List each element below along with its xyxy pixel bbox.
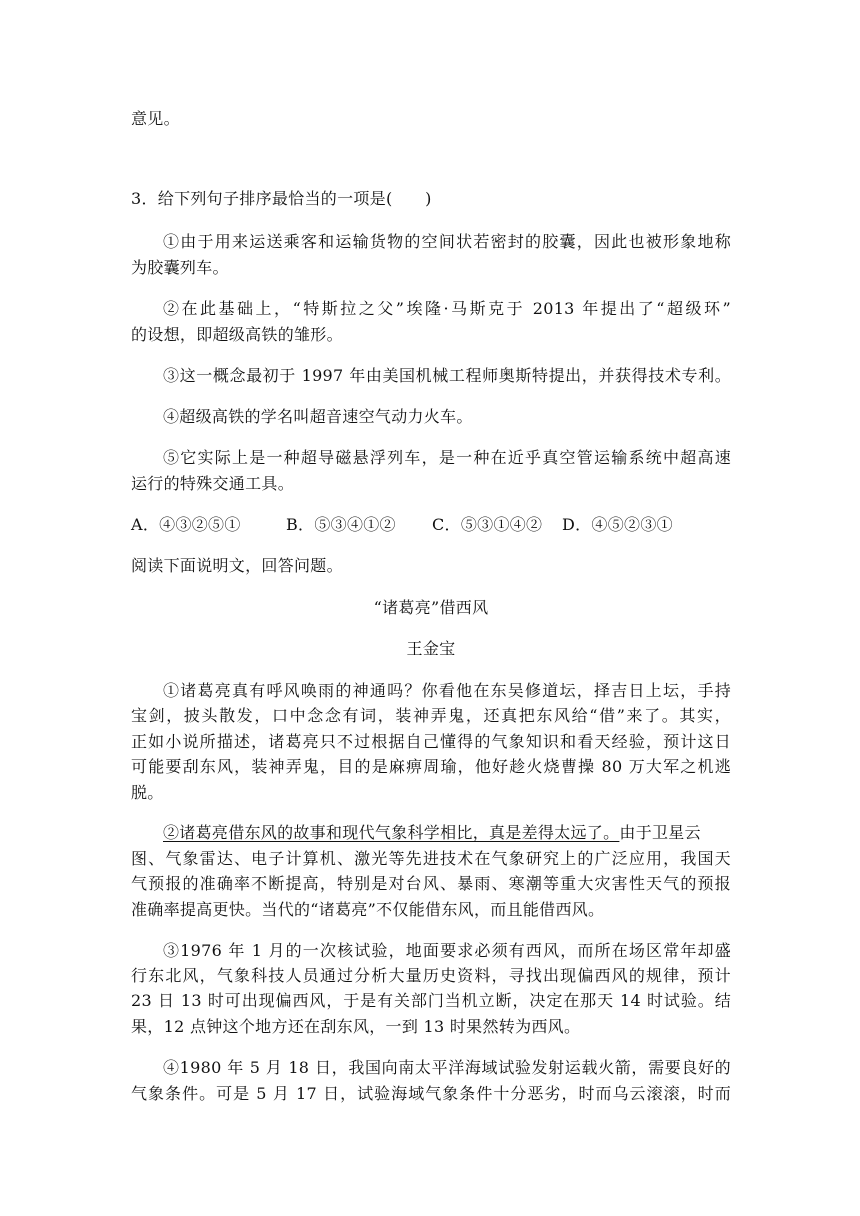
reading-instruction: 阅读下面说明文，回答问题。 [131,556,343,575]
underlined-sentence: ②诸葛亮借东风的故事和现代气象科学相比，真是差得太远了。 [163,823,620,842]
paragraph-2-line-3: 气预报的准确率不断提高，特别是对台风、暴雨、寒潮等重大灾害性天气的预报 [131,874,731,893]
paragraph-3-line-4: 果，12 点钟这个地方还在刮东风，一到 13 时果然转为西风。 [131,1017,581,1036]
paragraph-4-line-1: ④1980 年 5 月 18 日，我国向南太平洋海域试验发射运载火箭，需要良好的 [163,1058,731,1077]
article-title: “诸葛亮”借西风 [373,598,489,617]
option-d: D．④⑤②③① [562,515,673,534]
answer-options [131,514,731,536]
paragraph-3-line-3: 23 日 13 时可出现偏西风，于是有关部门当机立断，决定在那天 14 时试验。结 [131,991,731,1010]
sentence-5-line-2: 运行的特殊交通工具。 [131,474,295,493]
sentence-2-line-2: 的设想，即超级高铁的雏形。 [131,325,343,344]
option-b: B．⑤③④①② [286,515,396,534]
sentence-3: ③这一概念最初于 1997 年由美国机械工程师奥斯特提出，并获得技术专利。 [163,366,731,385]
sentence-1-line-1: ①由于用来运送乘客和运输货物的空间状若密封的胶囊，因此也被形象地称 [163,232,731,251]
sentence-2-line-1: ②在此基础上，“特斯拉之父”埃隆·马斯克于 2013 年提出了“超级环” [163,299,731,318]
paragraph-2-line-1-rest: 由于卫星云 [619,823,701,842]
paragraph-1-line-4: 可能要刮东风，装神弄鬼，目的是麻痹周瑜，他好趁火烧曹操 80 万大军之机逃 [131,757,731,776]
previous-paragraph-tail: 意见。 [131,109,180,128]
paragraph-3-line-1: ③1976 年 1 月的一次核试验，地面要求必须有西风，而所在场区常年却盛 [163,941,731,960]
sentence-5-line-1: ⑤它实际上是一种超导磁悬浮列车，是一种在近乎真空管运输系统中超高速 [163,448,731,467]
paragraph-2-line-2: 图、气象雷达、电子计算机、激光等先进技术在气象研究上的广泛应用，我国天 [131,849,731,868]
question-3-stem: 3．给下列句子排序最恰当的一项是( ) [131,189,432,208]
option-c: C．⑤③①④② [432,515,543,534]
paragraph-1-line-5: 脱。 [131,783,164,802]
paragraph-2-line-4: 准确率提高更快。当代的“诸葛亮”不仅能借东风，而且能借西风。 [131,900,605,919]
paragraph-1-line-1: ①诸葛亮真有呼风唤雨的神通吗？你看他在东吴修道坛，择吉日上坛，手持 [163,681,731,700]
sentence-1-line-2: 为胶囊列车。 [131,258,229,277]
paragraph-1-line-3: 正如小说所描述，诸葛亮只不过根据自己懂得的气象知识和看天经验，预计这日 [131,732,731,751]
paragraph-2-line-1 [163,822,731,844]
paragraph-1-line-2: 宝剑，披头散发，口中念念有词，装神弄鬼，还真把东风给“借”来了。其实， [131,706,731,725]
option-a: A．④③②⑤① [131,515,241,534]
paragraph-3-line-2: 行东北风，气象科技人员通过分析大量历史资料，寻找出现偏西风的规律，预计 [131,966,731,985]
sentence-4: ④超级高铁的学名叫超音速空气动力火车。 [163,407,473,426]
paragraph-4-line-2: 气象条件。可是 5 月 17 日，试验海域气象条件十分恶劣，时而乌云滚滚，时而 [131,1084,731,1103]
article-author: 王金宝 [406,639,456,658]
